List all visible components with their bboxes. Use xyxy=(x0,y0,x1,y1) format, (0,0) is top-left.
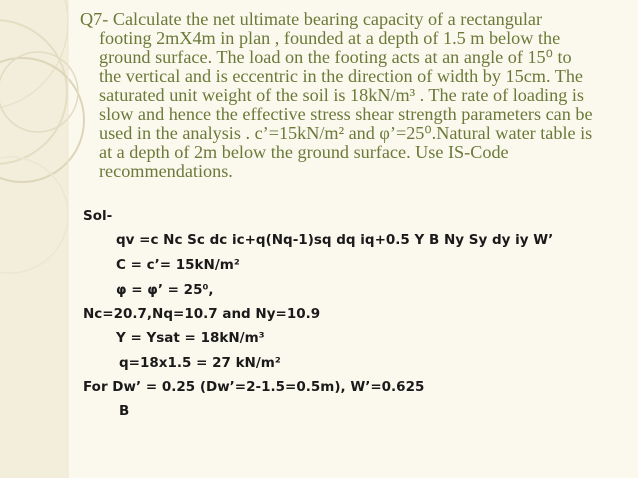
question-line-9: recommendations. xyxy=(99,161,233,181)
question-number: Q7- xyxy=(80,9,109,29)
question-text xyxy=(80,10,625,181)
question-line-2: footing 2mX4m in plan , founded at a depth of 1.5 m below the xyxy=(99,28,561,48)
solution-heading: Sol- xyxy=(83,208,113,224)
question-line-5: saturated unit weight of the soil is 18kN/m³ . The rate of loading is xyxy=(99,85,584,105)
question-line-1: Q7- Calculate the net ultimate bearing capacity of a rectangular xyxy=(80,9,543,29)
water-table-factor: For Dw’ = 0.25 (Dw’=2-1.5=0.5m), W’=0.625 xyxy=(83,379,425,395)
friction-angle-value: φ = φ’ = 25⁰, xyxy=(116,282,214,298)
cohesion-value: C = c’= 15kN/m² xyxy=(116,257,240,273)
question-line-8: at a depth of 2m below the ground surface. Use IS-Code xyxy=(99,142,509,162)
unit-weight-value: Y = Ysat = 18kN/m³ xyxy=(116,330,265,346)
bearing-factors: Nc=20.7,Nq=10.7 and Ny=10.9 xyxy=(83,306,321,322)
question-line-3: ground surface. The load on the footing acts at an angle of 15⁰ to xyxy=(99,47,572,67)
left-band xyxy=(0,0,68,478)
question-line-6: slow and hence the effective stress shear strength parameters can be xyxy=(99,104,593,124)
question-line-4: the vertical and is eccentric in the direction of width by 15cm. The xyxy=(99,66,583,86)
formula-bearing-capacity: qv =c Nc Sc dc ic+q(Nq-1)sq dq iq+0.5 Y B Ny Sy dy iy W’ xyxy=(116,232,554,248)
width-label: B xyxy=(119,403,130,419)
surcharge-value: q=18x1.5 = 27 kN/m² xyxy=(119,355,281,371)
question-line-7: used in the analysis . c’=15kN/m² and φ’=25⁰.Natural water table is xyxy=(99,123,593,143)
